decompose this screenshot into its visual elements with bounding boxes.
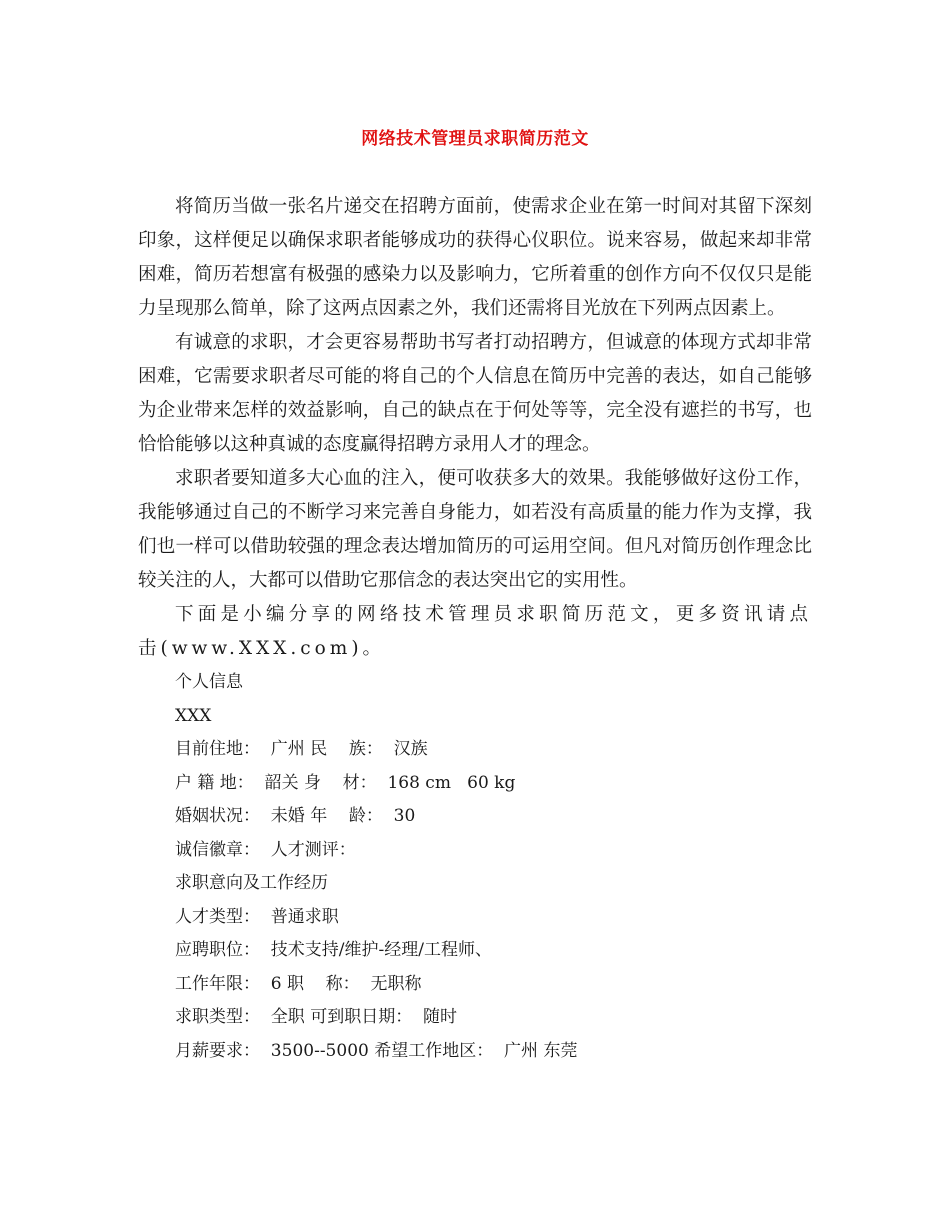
info-row-salary-location: 月薪要求： 3500--5000 希望工作地区： 广州 东莞 <box>175 1040 578 1061</box>
info-row-years-title: 工作年限： 6 职 称： 无职称 <box>175 973 422 994</box>
intro-paragraph-2: 有诚意的求职，才会更容易帮助书写者打动招聘方，但诚意的体现方式却非常困难，它需要求职者尽可能的将自己的个人信息在简历中完善的表达，如自己能够为企业带来怎样的效益影响，自己的缺点在于何处等等，完全没有遮拦的书写，也恰恰能够以这种真诚的态度赢得招聘方录用人才的理念。 <box>138 332 812 455</box>
section-heading-job-intent: 求职意向及工作经历 <box>175 873 328 893</box>
section-heading-personal-info: 个人信息 <box>175 672 243 692</box>
document-title: 网络技术管理员求职简历范文 <box>361 129 589 149</box>
info-row-talent-type: 人才类型： 普通求职 <box>175 906 339 927</box>
info-row-job-type-start: 求职类型： 全职 可到职日期： 随时 <box>175 1007 458 1027</box>
info-row-position: 应聘职位： 技术支持/维护-经理/工程师、 <box>175 940 493 960</box>
info-row-residence-ethnicity: 目前住地： 广州 民 族： 汉族 <box>175 739 428 759</box>
intro-paragraph-3: 求职者要知道多大心血的注入，便可收获多大的效果。我能够做好这份工作，我能够通过自己的不断学习来完善自身能力，如若没有高质量的能力作为支撑，我们也一样可以借助较强的理念表达增加简历的可运用空间。但凡对简历创作理念比较关注的人，大都可以借助它那信念的表达突出它的实用性。 <box>138 468 812 591</box>
intro-paragraph-4: 下面是小编分享的网络技术管理员求职简历范文，更多资讯请点击(www.XXX.com)。 <box>138 604 812 659</box>
intro-paragraph-1: 将简历当做一张名片递交在招聘方面前，使需求企业在第一时间对其留下深刻印象，这样便足以确保求职者能够成功的获得心仪职位。说来容易，做起来却非常困难，简历若想富有极强的感染力以及影响力，它所着重的创作方向不仅仅只是能力呈现那么简单，除了这两点因素之外，我们还需将目光放在下列两点因素上。 <box>138 196 812 319</box>
document-body <box>138 190 812 1068</box>
info-row-marital-age: 婚姻状况： 未婚 年 龄： 30 <box>175 806 416 826</box>
info-row-hometown-physique: 户 籍 地： 韶关 身 材： 168 cm 60 kg <box>175 772 516 793</box>
applicant-name: XXX <box>175 705 212 726</box>
info-row-badge-assessment: 诚信徽章： 人才测评： <box>175 839 356 860</box>
